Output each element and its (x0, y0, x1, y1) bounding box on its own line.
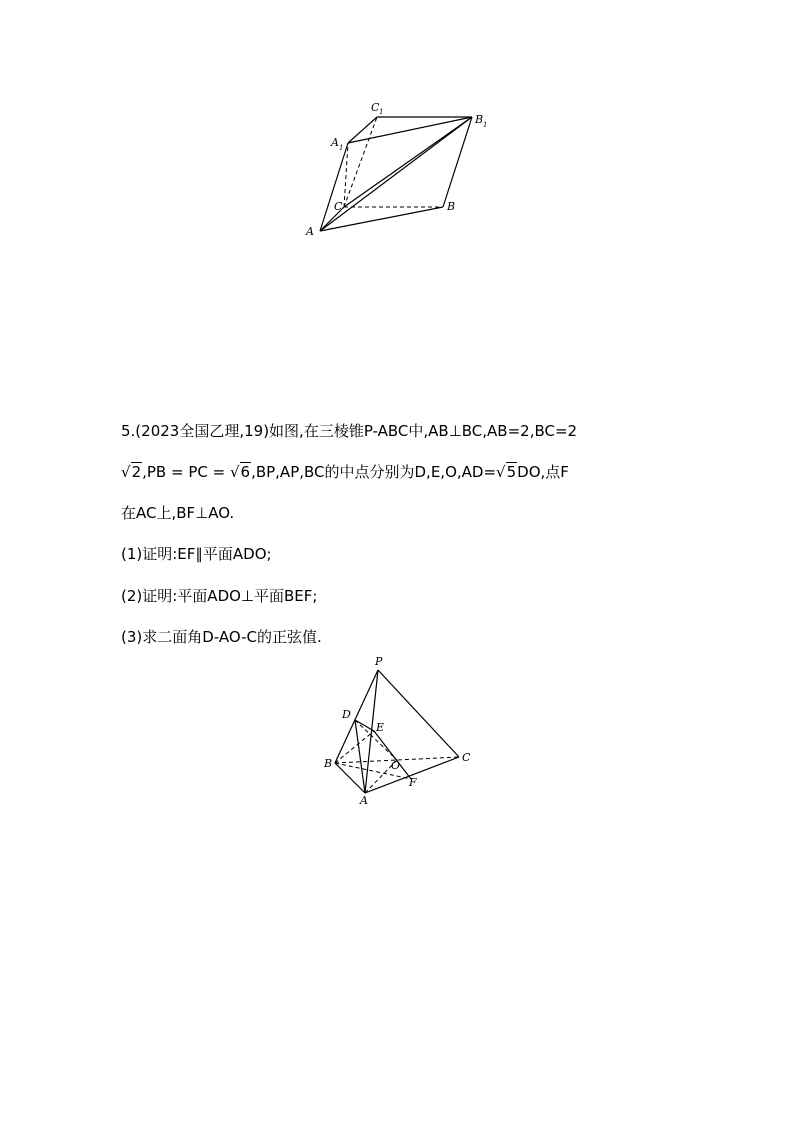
label-C: C (462, 751, 471, 764)
sqrt-5: √5 (496, 463, 517, 481)
label-P: P (375, 655, 383, 668)
label-C1-sub: 1 (379, 108, 384, 116)
sqrt-6: √6 (229, 463, 251, 481)
label-C: C (334, 200, 343, 213)
question-2: (2)证明:平面ADO⊥平面BEF; (121, 587, 318, 605)
label-A1-sub: 1 (339, 144, 344, 152)
label-A: A (306, 225, 314, 238)
label-B1: B (475, 113, 484, 126)
edge-DE (355, 720, 374, 731)
problem-line-2: √2,PB = PC = √6,BP,AP,BC的中点分别为D,E,O,AD=√5DO,点F (121, 463, 569, 481)
label-F: F (409, 776, 417, 789)
sqrt-2: √2 (121, 463, 142, 481)
label-D: D (342, 708, 351, 721)
question-3: (3)求二面角D-AO-C的正弦值. (121, 628, 322, 646)
problem-line-1: 5.(2023全国乙理,19)如图,在三棱锥P-ABC中,AB⊥BC,AB=2,BC=2 (121, 422, 578, 440)
edge-BA (335, 763, 365, 793)
label-A: A (360, 794, 368, 807)
label-B: B (324, 757, 333, 770)
label-C1: C (371, 101, 380, 114)
label-E: E (376, 721, 385, 734)
question-1: (1)证明:EF∥平面ADO; (121, 545, 272, 563)
label-A1: A (331, 136, 339, 149)
problem-line-3: 在AC上,BF⊥AO. (121, 504, 235, 522)
label-O: O (391, 759, 401, 772)
label-B: B (447, 200, 456, 213)
label-B1-sub: 1 (483, 121, 488, 129)
edge-PC (378, 670, 459, 757)
edge-AD (355, 720, 365, 793)
